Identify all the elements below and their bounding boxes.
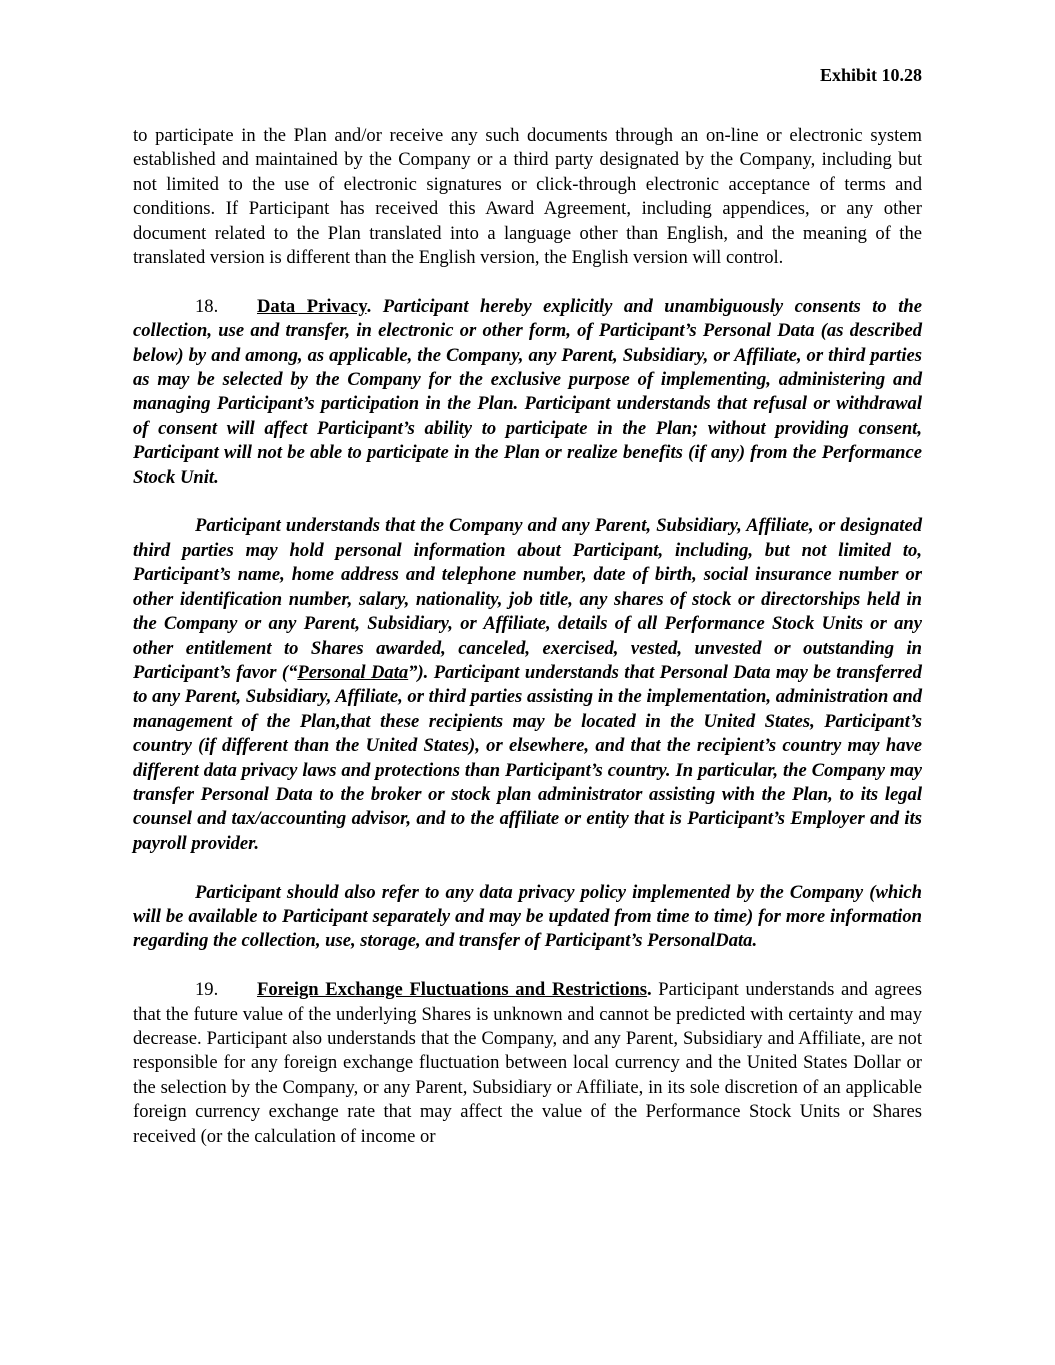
section-19-text: Participant understands and agrees that the future value of the underlying Shares is unknown and cannot be predicted with certainty and may decrease. Participant also understands that the Company, and any Parent, Subsidiary and Affiliate, are not responsible for any foreign exchange fluctuation between local currency and the United States Dollar or the selection by the Company, or any Parent, Subsidiary or Affiliate, in its sole discretion of an applicable foreign currency exchange rate that may affect the value of the Performance Stock Units or Shares received (or the calculation of income or	[133, 979, 923, 1147]
section-18-paragraph-2	[133, 514, 922, 856]
section-18-paragraph	[133, 295, 922, 490]
section-19-heading: Foreign Exchange Fluctuations and Restrictions	[257, 979, 647, 1001]
section-18-paragraph-3: Participant should also refer to any data privacy policy implemented by the Company (which will be available to Participant separately and may be updated from time to time) for more information regarding the collection, use, storage, and transfer of Participant’s PersonalData.	[133, 881, 922, 952]
section-18-p2-text-after: ”). Participant understands that Personal Data may be transferred to any Parent, Subsidiary, Affiliate, or third parties assisting in the implementation, administration and management of the Plan,that these recipients may be located in the United States, Participant’s country (if different than the United States), or elsewhere, and that the recipient’s country may have different data privacy laws and protections than Participant’s country. In particular, the Company may transfer Personal Data to the broker or stock plan administrator assisting with the Plan, to its legal counsel and tax/accounting advisor, and to the affiliate or entity that is Participant’s Employer and its payroll provider.	[133, 661, 922, 854]
section-18-heading: Data Privacy	[257, 295, 367, 317]
section-18-number: 18.	[195, 295, 219, 317]
continuation-paragraph: to participate in the Plan and/or receive any such documents through an on-line or electronic system established and maintained by the Company or a third party designated by the Company, including but not limited to the use of electronic signatures or click-through electronic acceptance of terms and conditions. If Participant has received this Award Agreement, including appendices, or any other document related to the Plan translated into a language other than English, and the meaning of the translated version is different than the English version, the English version will control.	[133, 125, 922, 269]
exhibit-label: Exhibit 10.28	[819, 65, 922, 85]
personal-data-defined-term: Personal Data	[297, 661, 409, 683]
document-body	[133, 124, 922, 1149]
section-18-text: Participant hereby explicitly and unambiguously consents to the collection, use and transfer, in electronic or other form, of Participant’s Personal Data (as described below) by and among, as applicable, the Company, any Parent, Subsidiary, or Affiliate, or third parties as may be selected by the Company for the exclusive purpose of implementing, administering and managing Participant’s participation in the Plan. Participant understands that refusal or withdrawal of consent will affect Participant’s ability to participate in the Plan; without providing consent, Participant will not be able to participate in the Plan or realize benefits (if any) from the Performance Stock Unit.	[133, 295, 922, 488]
section-19-number: 19.	[195, 979, 219, 1001]
section-18-p2-text-before: Participant understands that the Company and any Parent, Subsidiary, Affiliate, or designated third parties may hold personal information about Participant, including, but not limited to, Participant’s name, home address and telephone number, date of birth, social insurance number or other identification number, salary, nationality, job title, any shares of stock or directorships held in the Company or any Parent, Subsidiary, or Affiliate, details of all Performance Stock Units or any other entitlement to Shares awarded, canceled, exercised, vested, unvested or outstanding in Participant’s favor (“	[133, 515, 922, 683]
section-19-paragraph	[133, 978, 922, 1149]
section-19-heading-period: .	[646, 979, 652, 1001]
section-18-heading-period: .	[366, 295, 372, 317]
